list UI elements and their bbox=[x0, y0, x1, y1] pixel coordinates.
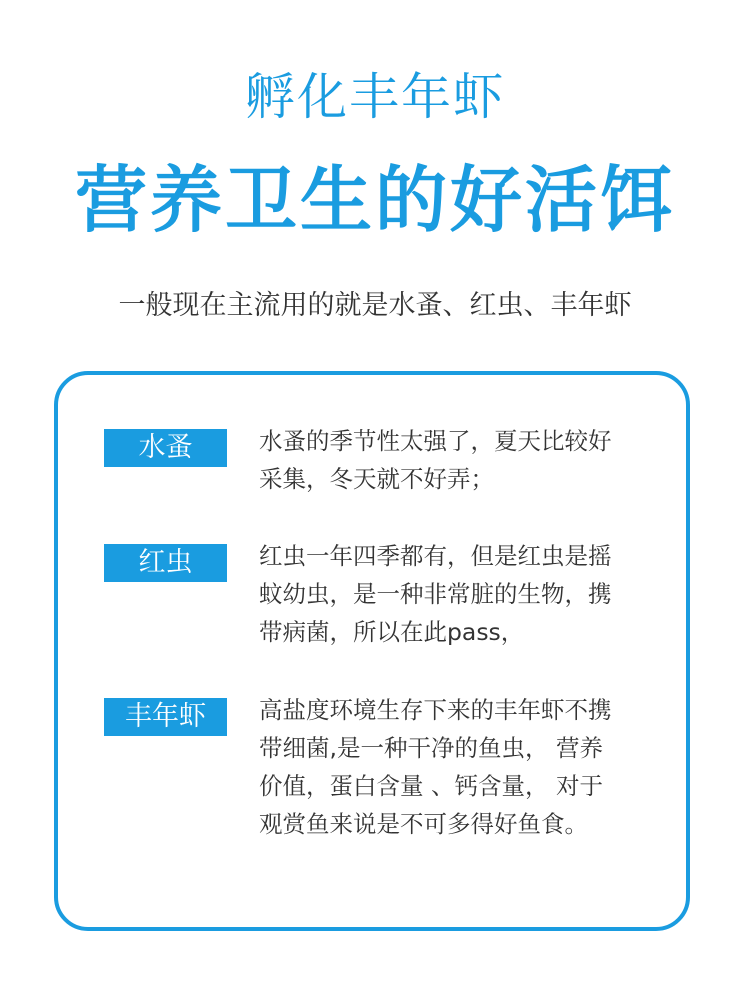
description-line: 采集，冬天就不好弄； bbox=[259, 465, 494, 493]
page-subtitle: 一般现在主流用的就是水蚤、红虫、丰年虾 bbox=[118, 290, 632, 321]
item-description bbox=[259, 691, 664, 843]
tag-label: 丰年虾 bbox=[104, 698, 227, 736]
description-line: 观赏鱼来说是不可多得好鱼食。 bbox=[259, 810, 588, 838]
description-line: 水蚤的季节性太强了，夏天比较好 bbox=[259, 427, 612, 455]
tag-label: 水蚤 bbox=[104, 429, 227, 467]
tag-label: 红虫 bbox=[104, 544, 227, 582]
info-card bbox=[54, 371, 690, 931]
page-title: 孵化丰年虾 bbox=[245, 68, 505, 126]
page-headline: 营养卫生的好活饵 bbox=[74, 158, 675, 242]
item-description bbox=[259, 422, 664, 498]
description-line: 带病菌，所以在此pass， bbox=[259, 618, 525, 646]
description-line: 高盐度环境生存下来的丰年虾不携 bbox=[259, 696, 612, 724]
description-line: 蚊幼虫，是一种非常脏的生物，携 bbox=[259, 580, 612, 608]
description-line: 价值，蛋白含量 、钙含量， 对于 bbox=[259, 772, 603, 800]
description-line: 带细菌,是一种干净的鱼虫， 营养 bbox=[259, 734, 603, 762]
description-line: 红虫一年四季都有，但是红虫是摇 bbox=[259, 542, 612, 570]
item-description bbox=[259, 537, 664, 651]
